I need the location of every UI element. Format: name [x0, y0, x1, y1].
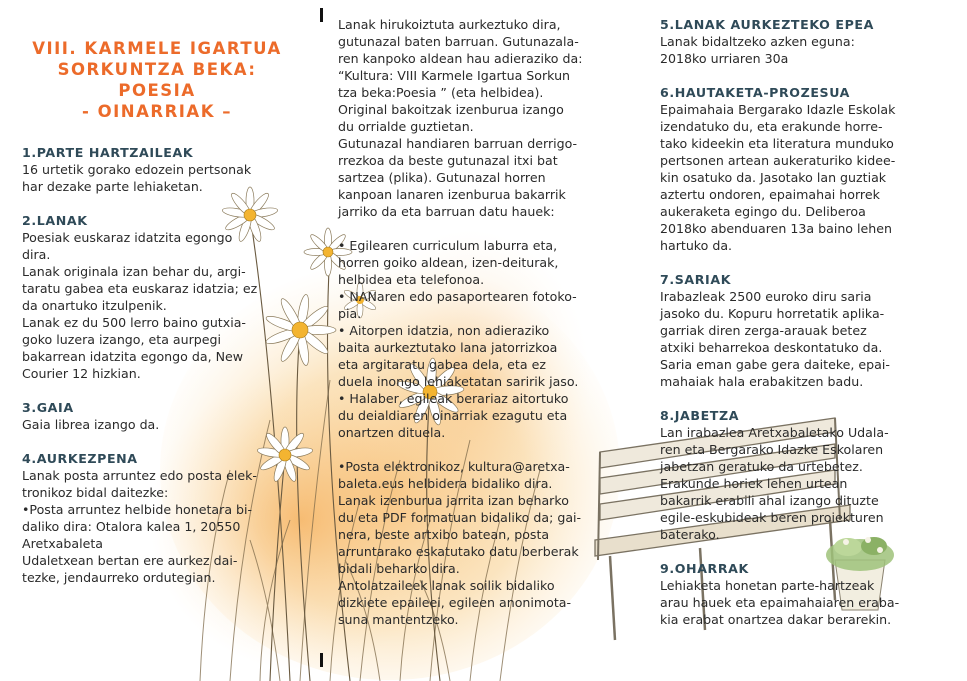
section-works [22, 212, 302, 382]
text-line: arruntarako eskatutako datu berberak [338, 544, 579, 559]
text-line: mahaiak hala erabakitzen badu. [660, 374, 864, 389]
section-heading: 2.LANAK [22, 213, 88, 228]
text-line: izendatuko du, eta erakunde horre- [660, 119, 883, 134]
text-line: aztertu ondoren, epaimahai horrek [660, 187, 880, 202]
text-line: tako kideekin eta literatura munduko [660, 136, 894, 151]
text-line: da onartuko itzulpenik. [22, 298, 167, 313]
text-line: • Aitorpen idatzia, non adieraziko [338, 323, 550, 338]
text-line: ren kanpoko aldean hau adieraziko da: [338, 51, 583, 66]
text-line: baterako. [660, 527, 720, 542]
text-line: Irabazleak 2500 euroko diru saria [660, 289, 872, 304]
text-line: Lanak originala izan behar du, argi- [22, 264, 246, 279]
text-line: atxiki beharrekoa deskontatuko da. [660, 340, 883, 355]
column-middle [338, 16, 630, 628]
text-line: arau hauek eta epaimahaiaren eraba- [660, 595, 900, 610]
text-line: Lehiaketa honetan parte-hartzeak [660, 578, 875, 593]
text-line: helbidea eta telefonoa. [338, 272, 485, 287]
text-line: tronikoz bidal daitezke: [22, 485, 169, 500]
text-line: dizkiete epaileei, egileen anonimota- [338, 595, 572, 610]
section-heading: 1.PARTE HARTZAILEAK [22, 145, 194, 160]
text-line: Poesiak euskaraz idatzita egongo [22, 230, 233, 245]
text-line: egile-eskubideak beren proiekturen [660, 510, 884, 525]
section-prizes [660, 271, 952, 390]
text-line: •Posta elektronikoz, kultura@aretxa- [338, 459, 570, 474]
text-line: Epaimahaia Bergarako Idazle Eskolak [660, 102, 896, 117]
title-line: - OINARRIAK – [82, 102, 232, 121]
section-heading: 8.JABETZA [660, 408, 740, 423]
text-line: • Halaber, egileak berariaz aitortuko [338, 391, 569, 406]
text-line: Antolatzaileek lanak soilik bidaliko [338, 578, 555, 593]
section-notes [660, 560, 952, 628]
section-heading: 9.OHARRAK [660, 561, 749, 576]
section-submission [22, 450, 302, 586]
text-line: •Posta arruntez helbide honetara bi- [22, 502, 253, 517]
section-heading: 7.SARIAK [660, 272, 732, 287]
text-line: Lanak izenburua jarrita izan beharko [338, 493, 569, 508]
text-line: 16 urtetik gorako edozein pertsonak [22, 162, 252, 177]
text-line: pertsonen artean aukeraturiko kidee- [660, 153, 896, 168]
section-ownership [660, 407, 952, 543]
text-line: eta argitaratu gabea dela, eta ez [338, 357, 546, 372]
text-line: Lanak bidaltzeko azken eguna: [660, 34, 855, 49]
text-line: Gaia librea izango da. [22, 417, 160, 432]
column-left [22, 38, 302, 603]
text-line: tezke, jendaurreko ordutegian. [22, 570, 216, 585]
text-line: bakarrik erabili ahal izango dituzte [660, 493, 879, 508]
section-heading: 3.GAIA [22, 400, 74, 415]
text-line: dira. [22, 247, 51, 262]
text-line: Lan irabazlea Aretxabaletako Udala- [660, 425, 889, 440]
text-line: duela inongo lehiaketatan saririk jaso. [338, 374, 579, 389]
column-marker-top [320, 8, 323, 22]
section-selection [660, 84, 952, 254]
text-line: rrezkoa da beste gutunazal itxi bat [338, 153, 558, 168]
text-line: jabetzan geratuko da urtebetez. [660, 459, 863, 474]
text-line: horren goiko aldean, izen-deiturak, [338, 255, 559, 270]
text-line: goko luzera izango, eta aurpegi [22, 332, 222, 347]
text-line: Lanak hirukoiztuta aurkeztuko dira, [338, 17, 561, 32]
text-line: kia erabat onartzea dakar berarekin. [660, 612, 892, 627]
text-line: Erakunde horiek lehen urtean [660, 476, 848, 491]
text-line: du orrialde guztietan. [338, 119, 474, 134]
text-line: jarriko da eta barruan datu hauek: [338, 204, 555, 219]
blank-line [338, 220, 630, 237]
text-line: onartzen dituela. [338, 425, 446, 440]
text-line: pia. [338, 306, 362, 321]
text-line: bidali beharko dira. [338, 561, 460, 576]
text-line: suna mantentzeko. [338, 612, 459, 627]
text-line: 2018ko abenduaren 13a baino lehen [660, 221, 892, 236]
text-line: gutunazal baten barruan. Gutunazala- [338, 34, 579, 49]
text-line: bakarrean idatzita egongo da, New [22, 349, 244, 364]
text-line: 2018ko urriaren 30a [660, 51, 789, 66]
text-line: baleta.eus helbidera bidaliko dira. [338, 476, 553, 491]
blank-line [338, 441, 630, 458]
text-line: garriak diren zerga-arauak betez [660, 323, 867, 338]
text-line: tza beka:Poesia ” (eta helbidea). [338, 85, 544, 100]
text-line: Lanak posta arruntez edo posta elek- [22, 468, 257, 483]
text-line: Aretxabaleta [22, 536, 103, 551]
column-marker-bottom [320, 653, 323, 667]
text-line: • NANaren edo pasaportearen fotoko- [338, 289, 577, 304]
text-line: hartuko da. [660, 238, 733, 253]
text-line: “Kultura: VIII Karmele Igartua Sorkun [338, 68, 571, 83]
title-line: SORKUNTZA BEKA: [57, 60, 257, 79]
column-right [660, 16, 952, 645]
text-line: • Egilearen curriculum laburra eta, [338, 238, 558, 253]
section-heading: 5.LANAK AURKEZTEKO EPEA [660, 17, 874, 32]
text-line: har dezake parte lehiaketan. [22, 179, 203, 194]
text-line: Udaletxean bertan ere aurkez dai- [22, 553, 238, 568]
poster-title [22, 38, 292, 122]
text-line: taratu gabea eta euskaraz idatzia; ez [22, 281, 258, 296]
text-line: Courier 12 hizkian. [22, 366, 141, 381]
text-line: baita aurkeztutako lana jatorrizkoa [338, 340, 558, 355]
text-line: Original bakoitzak izenburua izango [338, 102, 564, 117]
section-deadline [660, 16, 952, 67]
text-line: jasoko du. Kopuru horretatik aplika- [660, 306, 885, 321]
text-line: Lanak ez du 500 lerro baino gutxia- [22, 315, 246, 330]
section-theme [22, 399, 302, 433]
text-line: kin osatuko da. Jasotako lan guztiak [660, 170, 887, 185]
text-line: nera, beste artxibo batean, posta [338, 527, 550, 542]
section-heading: 4.AURKEZPENA [22, 451, 138, 466]
text-line: Saria eman gabe gera daiteke, epai- [660, 357, 890, 372]
text-line: kanpoan lanaren izenburua bakarrik [338, 187, 566, 202]
text-line: daliko dira: Otalora kalea 1, 20550 [22, 519, 241, 534]
text-line: sartzea (plika). Gutunazal horren [338, 170, 546, 185]
text-line: Gutunazal handiaren barruan derrigo- [338, 136, 578, 151]
title-line: VIII. KARMELE IGARTUA [32, 39, 282, 58]
text-line: ren eta Bergarako Idazke Eskolaren [660, 442, 884, 457]
section-heading: 6.HAUTAKETA-PROZESUA [660, 85, 851, 100]
text-line: du eta PDF formatuan bidaliko da; gai- [338, 510, 582, 525]
title-line: POESIA [118, 81, 196, 100]
text-line: aukeraketa egingo du. Deliberoa [660, 204, 866, 219]
section-participants [22, 144, 302, 195]
text-line: du deialdiaren oinarriak ezagutu eta [338, 408, 568, 423]
